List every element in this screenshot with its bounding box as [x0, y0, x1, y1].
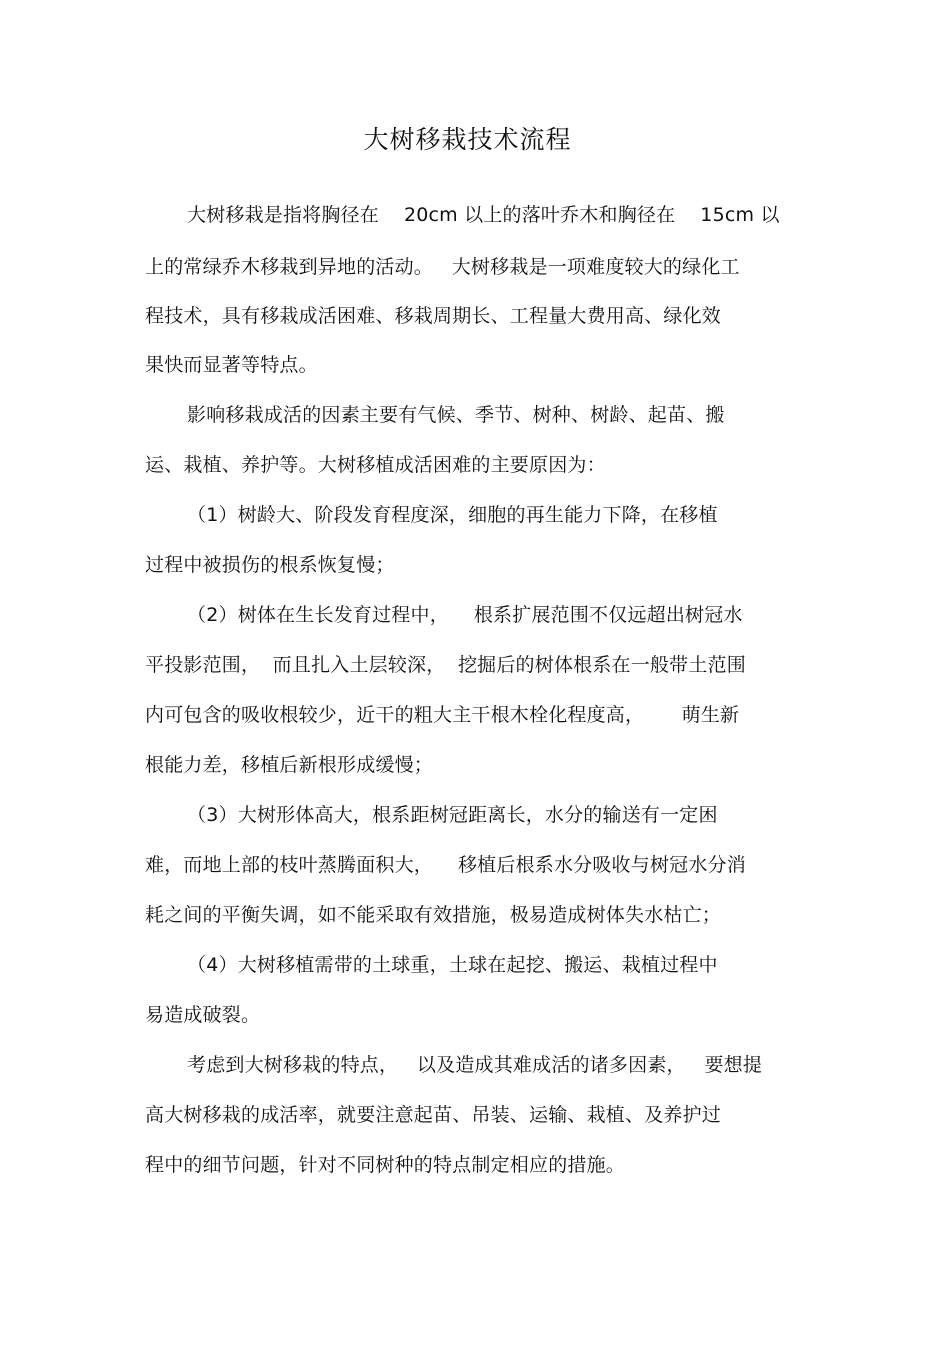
paragraph-4-line-3: 内可包含的吸收根较少，近干的粗大主干根木栓化程度高， 萌生新 [145, 704, 740, 726]
paragraph-4-line-1: （2）树体在生长发育过程中， 根系扩展范围不仅远超出树冠水 [187, 604, 743, 626]
paragraph-5-line-1: （3）大树形体高大，根系距树冠距离长，水分的输送有一定困 [187, 804, 718, 826]
paragraph-7-line-1: 考虑到大树移栽的特点， 以及造成其难成活的诸多因素， 要想提 [187, 1054, 763, 1076]
paragraph-3-line-1: （1）树龄大、阶段发育程度深，细胞的再生能力下降，在移植 [187, 504, 718, 526]
paragraph-5-line-3: 耗之间的平衡失调，如不能采取有效措施，极易造成树体失水枯亡； [145, 904, 722, 926]
paragraph-4-line-4: 根能力差，移植后新根形成缓慢； [145, 754, 434, 776]
paragraph-5-line-2: 难，而地上部的枝叶蒸腾面积大， 移植后根系水分吸收与树冠水分消 [145, 854, 746, 876]
paragraph-7-line-3: 程中的细节问题，针对不同树种的特点制定相应的措施。 [145, 1154, 626, 1176]
paragraph-1-line-4: 果快而显著等特点。 [145, 354, 318, 376]
paragraph-4-line-2: 平投影范围， 而且扎入土层较深， 挖掘后的树体根系在一般带土范围 [145, 654, 746, 676]
paragraph-1-line-2: 上的常绿乔木移栽到异地的活动。 大树移栽是一项难度较大的绿化工 [145, 256, 740, 278]
paragraph-7-line-2: 高大树移栽的成活率，就要注意起苗、吊装、运输、栽植、及养护过 [145, 1104, 722, 1126]
paragraph-1-line-3: 程技术，具有移栽成活困难、移栽周期长、工程量大费用高、绿化效 [145, 305, 722, 327]
document-title: 大树移栽技术流程 [363, 125, 572, 154]
paragraph-2-line-2: 运、栽植、养护等。大树移植成活困难的主要原因为： [145, 454, 606, 476]
paragraph-2-line-1: 影响移栽成活的因素主要有气候、季节、树种、树龄、起苗、搬 [187, 404, 725, 426]
paragraph-6-line-1: （4）大树移植需带的土球重，土球在起挖、搬运、栽植过程中 [187, 954, 718, 976]
paragraph-1-line-1: 大树移栽是指将胸径在 20cm 以上的落叶乔木和胸径在 15cm 以 [187, 204, 780, 226]
paragraph-3-line-2: 过程中被损伤的根系恢复慢； [145, 554, 395, 576]
paragraph-6-line-2: 易造成破裂。 [145, 1004, 261, 1026]
